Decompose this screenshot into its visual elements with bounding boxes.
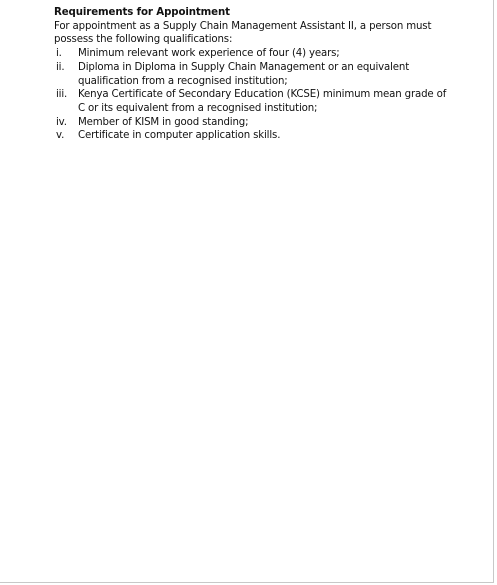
list-marker: iii.: [56, 89, 68, 101]
list-marker: iv.: [56, 116, 67, 128]
list-item-text: Minimum relevant work experience of four (4) years;: [78, 48, 340, 60]
list-item-text: Kenya Certificate of Secondary Education (KCSE) minimum mean grade of C or its equivalent from a recognised institution;: [78, 89, 447, 114]
list-item-text: Diploma in Diploma in Supply Chain Management or an equivalent qualification from a recognised institution;: [78, 61, 410, 87]
list-item-text: Certificate in computer application skills.: [78, 130, 281, 142]
section-heading: Requirements for Appointment: [54, 7, 230, 18]
list-item: [54, 129, 454, 143]
intro-paragraph: For appointment as a Supply Chain Management Assistant II, a person must possess the following qualifications:: [54, 20, 432, 46]
list-item: [54, 61, 454, 88]
list-item: [54, 88, 454, 115]
list-item: [54, 116, 454, 130]
list-item-text: Member of KISM in good standing;: [78, 116, 249, 128]
qualifications-list: [54, 47, 454, 143]
requirements-section: [54, 6, 454, 143]
list-item: [54, 47, 454, 61]
list-marker: v.: [56, 130, 65, 142]
list-marker: ii.: [56, 61, 65, 73]
list-marker: i.: [56, 48, 62, 60]
